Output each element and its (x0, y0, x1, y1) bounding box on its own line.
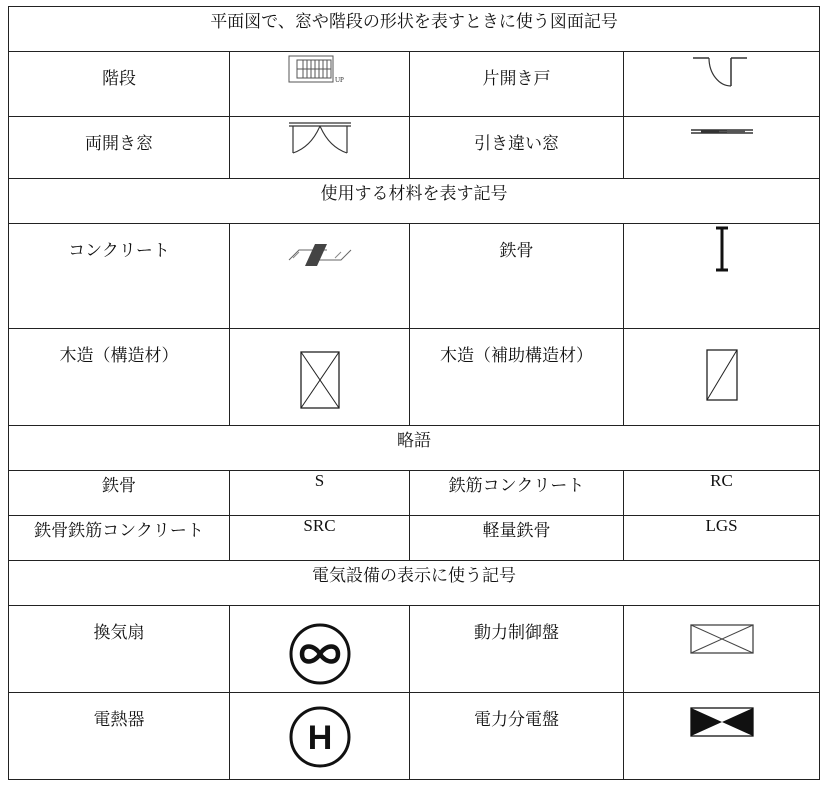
symbol-cell-double-window (230, 117, 410, 179)
section-header-electrical: 電気設備の表示に使う記号 (9, 561, 820, 606)
symbol-cell-single-door (624, 52, 820, 117)
label-power-control-panel: 動力制御盤 (410, 606, 624, 693)
section-header-plan: 平面図で、窓や階段の形状を表すときに使う図面記号 (9, 7, 820, 52)
timber-structural-icon (298, 349, 342, 411)
ventilation-fan-icon (288, 622, 352, 686)
label-abbr-lgs: 軽量鉄骨 (410, 516, 624, 561)
symbol-cell-sliding-window (624, 117, 820, 179)
steel-frame-icon (707, 224, 737, 274)
section-header-materials: 使用する材料を表す記号 (9, 179, 820, 224)
symbol-cell-power-control-panel (624, 606, 820, 693)
symbol-table (8, 6, 820, 780)
symbol-cell-timber-structural (230, 329, 410, 426)
label-double-window: 両開き窓 (9, 117, 230, 179)
symbol-cell-electric-heater (230, 693, 410, 780)
double-casement-window-icon (285, 117, 355, 157)
label-abbr-src: 鉄骨鉄筋コンクリート (9, 516, 230, 561)
symbol-cell-stairs (230, 52, 410, 117)
distribution-board-icon (689, 705, 755, 739)
sliding-window-icon (687, 117, 757, 147)
stairs-icon (285, 52, 355, 88)
heater-letter: H (307, 719, 332, 757)
concrete-icon (285, 240, 355, 270)
label-stairs: 階段 (9, 52, 230, 117)
abbr-src: SRC (230, 516, 410, 561)
power-control-panel-icon (689, 622, 755, 656)
symbol-cell-distribution-board (624, 693, 820, 780)
symbol-cell-timber-auxiliary (624, 329, 820, 426)
symbol-cell-steel (624, 224, 820, 329)
abbr-lgs: LGS (624, 516, 820, 561)
label-timber-structural: 木造（構造材） (9, 329, 230, 426)
label-distribution-board: 電力分電盤 (410, 693, 624, 780)
electric-heater-icon (288, 705, 352, 769)
label-electric-heater: 電熱器 (9, 693, 230, 780)
timber-auxiliary-icon (704, 347, 740, 403)
label-timber-auxiliary: 木造（補助構造材） (410, 329, 624, 426)
abbr-rc: RC (624, 471, 820, 516)
label-ventilation-fan: 換気扇 (9, 606, 230, 693)
stairs-up-text: UP (334, 76, 344, 84)
section-header-abbreviations: 略語 (9, 426, 820, 471)
label-concrete: コンクリート (9, 224, 230, 329)
symbol-cell-ventilation-fan (230, 606, 410, 693)
abbr-s: S (230, 471, 410, 516)
label-abbr-rc: 鉄筋コンクリート (410, 471, 624, 516)
label-sliding-window: 引き違い窓 (410, 117, 624, 179)
label-steel: 鉄骨 (410, 224, 624, 329)
label-single-door: 片開き戸 (410, 52, 624, 117)
symbol-cell-concrete (230, 224, 410, 329)
single-swing-door-icon (687, 52, 757, 92)
label-abbr-steel: 鉄骨 (9, 471, 230, 516)
